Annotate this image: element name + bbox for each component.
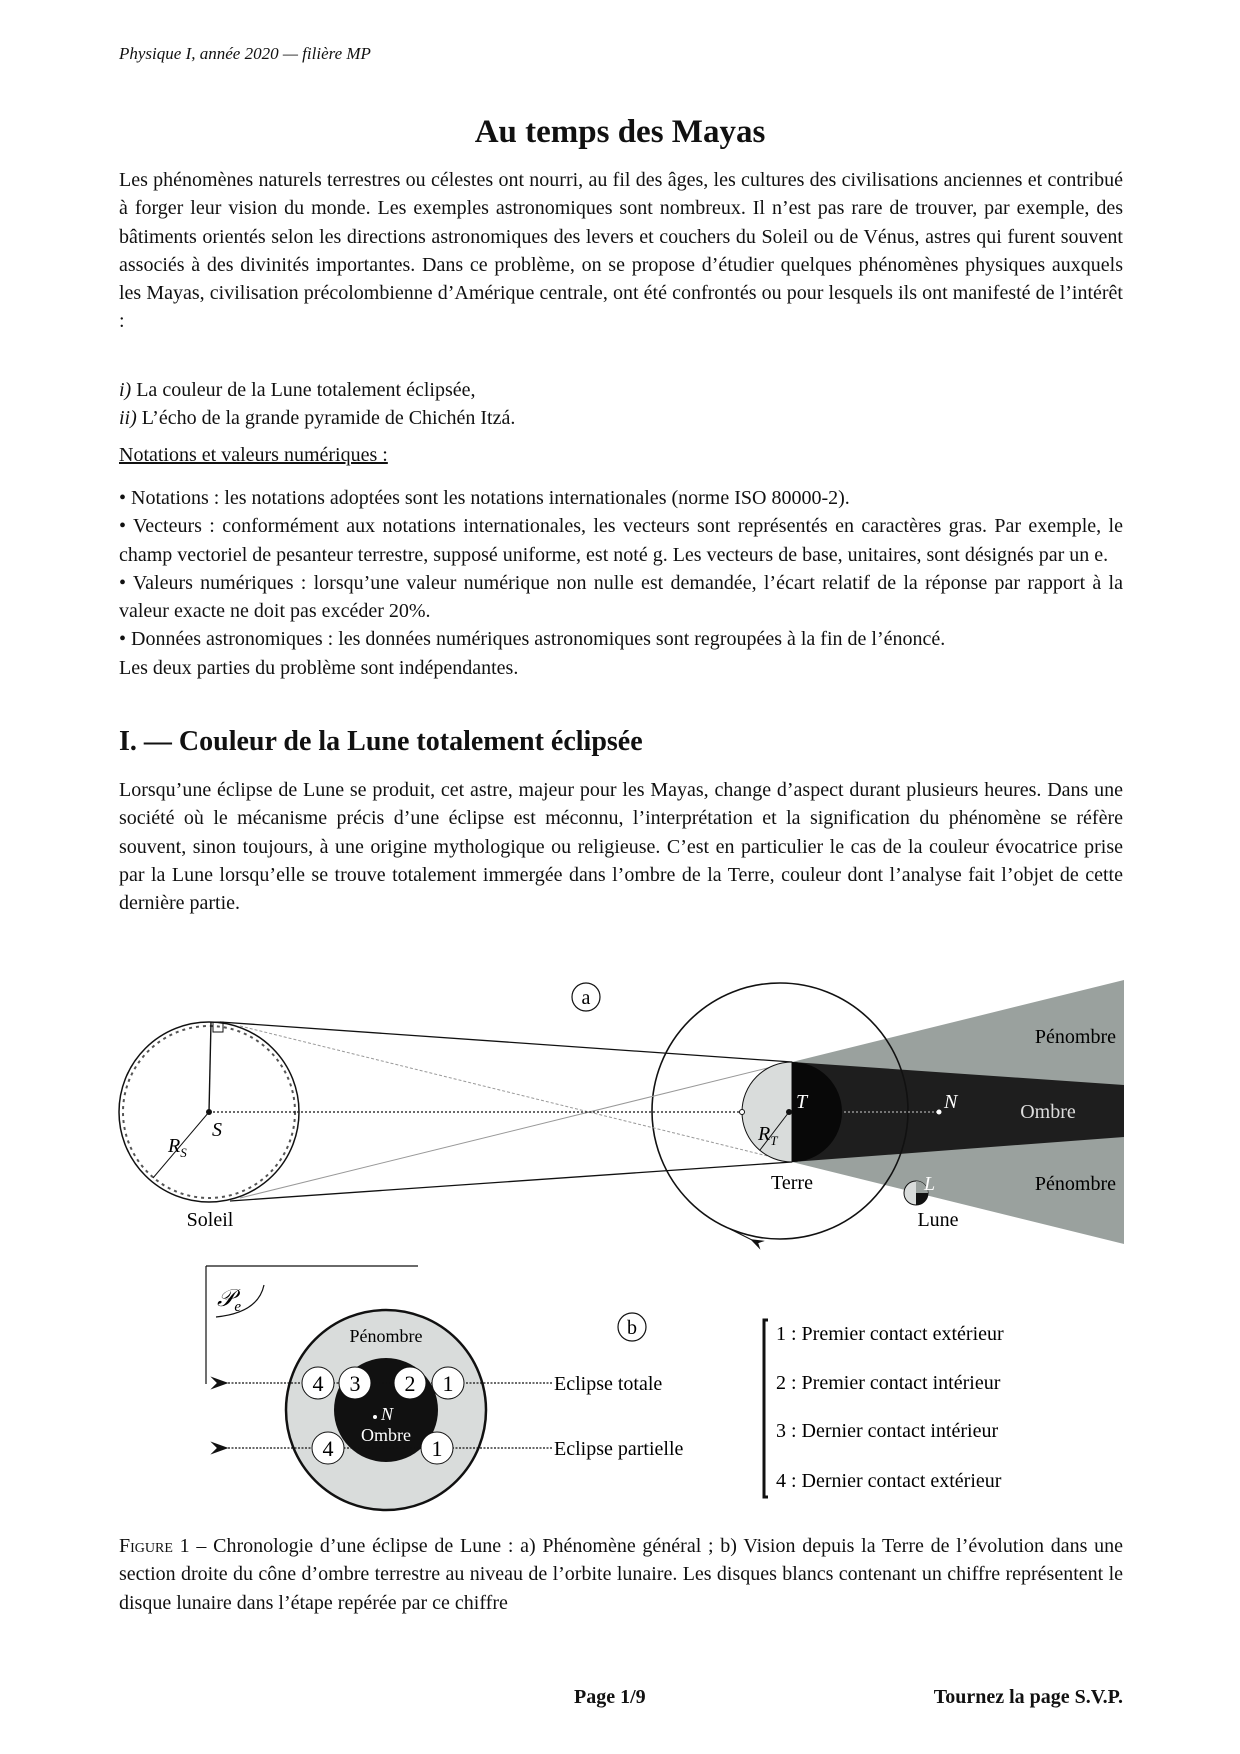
- sun-center-label: S: [212, 1119, 222, 1141]
- legend-item: 3 : Dernier contact intérieur: [776, 1420, 999, 1442]
- notes-heading: Notations et valeurs numériques :: [119, 444, 388, 466]
- page-title: Au temps des Mayas: [474, 114, 766, 150]
- turn-page-note: Tournez la page S.V.P.: [933, 1686, 1123, 1708]
- figure-1: [0, 960, 1240, 1520]
- penumbra-bottom-label: Pénombre: [1034, 1173, 1116, 1195]
- intro-text: Les phénomènes naturels terrestres ou célestes ont nourri, au fil des âges, les cultures des civilisations anciennes et contribué à forger leur vision du monde. Les exemples astronomiques sont nombreux. Il n’est pas rare de trouver, par exemple, des bâtiments orientés selon les directions astronomiques des levers et couchers du Soleil ou de Vénus, astres qui furent souvent associés à des divinités importantes. Dans ce problème, on se propose d’étudier quelques phénomènes physiques auxquels les Mayas, civilisation précolombienne d’Amérique centrale, ont été confrontés ou pour lesquels ils ont manifesté de l’intérêt :: [119, 169, 1123, 333]
- figure-b-label: b: [627, 1317, 637, 1339]
- section-text: Lorsqu’une éclipse de Lune se produit, cet astre, majeur pour les Mayas, change d’aspect durant plusieurs heures. Dans une société où le mécanisme précis d’une éclipse est méconnu, l’interprétation et la signification du phénomène se réfère souvent, sinon toujours, à une origine mythologique ou religieuse. C’est en particulier le cas de la couleur évocatrice prise par la Lune lorsqu’elle se trouve totalement immergée dans l’ombre de la Terre, couleur dont l’analyse fait l’objet de cette dernière partie.: [119, 779, 1123, 915]
- notes-list: [119, 484, 1123, 682]
- note-item: • Vecteurs : conformément aux notations internationales, les vecteurs sont représentés en caractères gras. Par exemple, le champ vectoriel de pesanteur terrestre, supposé uniforme, est noté g. Les vecteurs de base, unitaires, sont désignés par un e.: [119, 515, 1123, 566]
- moon-center-label: L: [924, 1173, 936, 1195]
- section-paragraph: [119, 776, 1123, 917]
- figure-caption: [119, 1532, 1123, 1617]
- svg-text:4: 4: [322, 1436, 334, 1461]
- penumbra-section-label: Pénombre: [349, 1326, 423, 1346]
- topic-marker: ii): [119, 407, 137, 430]
- topic-item: [119, 376, 1123, 404]
- svg-text:1: 1: [442, 1371, 454, 1396]
- topic-list: [119, 376, 1123, 433]
- umbra-label: Ombre: [1020, 1101, 1076, 1123]
- svg-text:3: 3: [349, 1371, 361, 1396]
- topic-item: [119, 404, 1123, 432]
- caption-label: Figure 1: [119, 1535, 190, 1557]
- legend-item: 2 : Premier contact intérieur: [776, 1372, 1001, 1394]
- legend-item: 1 : Premier contact extérieur: [776, 1323, 1004, 1345]
- caption-text: – Chronologie d’une éclipse de Lune : a) Phénomène général ; b) Vision depuis la Terre de l’évolution dans une section droite du cône d’ombre terrestre au niveau de l’orbite lunaire. Les disques blancs contenant un chiffre représentent le disque lunaire dans l’étape repérée par ce chiffre: [119, 1535, 1123, 1614]
- legend-item: 4 : Dernier contact extérieur: [776, 1470, 1002, 1492]
- section-heading: I. — Couleur de la Lune totalement éclipsée: [119, 726, 643, 757]
- moon-label: Lune: [917, 1209, 959, 1231]
- page-number: Page 1/9: [574, 1686, 646, 1708]
- topic-text: L’écho de la grande pyramide de Chichén Itzá.: [141, 407, 516, 430]
- umbra-point-label: N: [944, 1091, 958, 1113]
- umbra-section-label: Ombre: [361, 1425, 411, 1445]
- svg-text:4: 4: [312, 1371, 324, 1396]
- total-eclipse-label: Eclipse totale: [554, 1373, 663, 1395]
- plane-label: 𝒫$_e$: [217, 1286, 241, 1315]
- sun-radius-label: $R_S$: [168, 1135, 187, 1160]
- earth-radius-label: $R_T$: [758, 1123, 778, 1148]
- partial-eclipse-label: Eclipse partielle: [554, 1438, 684, 1460]
- figure-a-label: a: [581, 987, 591, 1009]
- topic-text: La couleur de la Lune totalement éclipsée,: [136, 379, 476, 401]
- svg-text:2: 2: [404, 1371, 416, 1396]
- svg-text:1: 1: [431, 1436, 443, 1461]
- running-header: Physique I, année 2020 — filière MP: [119, 44, 371, 63]
- contact-legend: [764, 1320, 1004, 1497]
- sun-label: Soleil: [186, 1209, 234, 1231]
- note-item: • Notations : les notations adoptées sont les notations internationales (norme ISO 80000-2).: [119, 487, 850, 509]
- note-item: Les deux parties du problème sont indépendantes.: [119, 656, 519, 679]
- topic-marker: i): [119, 379, 132, 401]
- intro-paragraph: [119, 166, 1123, 336]
- note-item: • Données astronomiques : les données numériques astronomiques sont regroupées à la fin de l’énoncé.: [119, 628, 946, 651]
- note-item: • Valeurs numériques : lorsqu’une valeur numérique non nulle est demandée, l’écart relatif de la réponse par rapport à la valeur exacte ne doit pas excéder 20%.: [119, 571, 1123, 623]
- umbra-center-label: N: [381, 1404, 394, 1424]
- earth-label: Terre: [771, 1172, 813, 1194]
- earth-center-label: T: [796, 1091, 808, 1113]
- eclipse-diagram: [0, 960, 1240, 1520]
- penumbra-top-label: Pénombre: [1034, 1026, 1116, 1048]
